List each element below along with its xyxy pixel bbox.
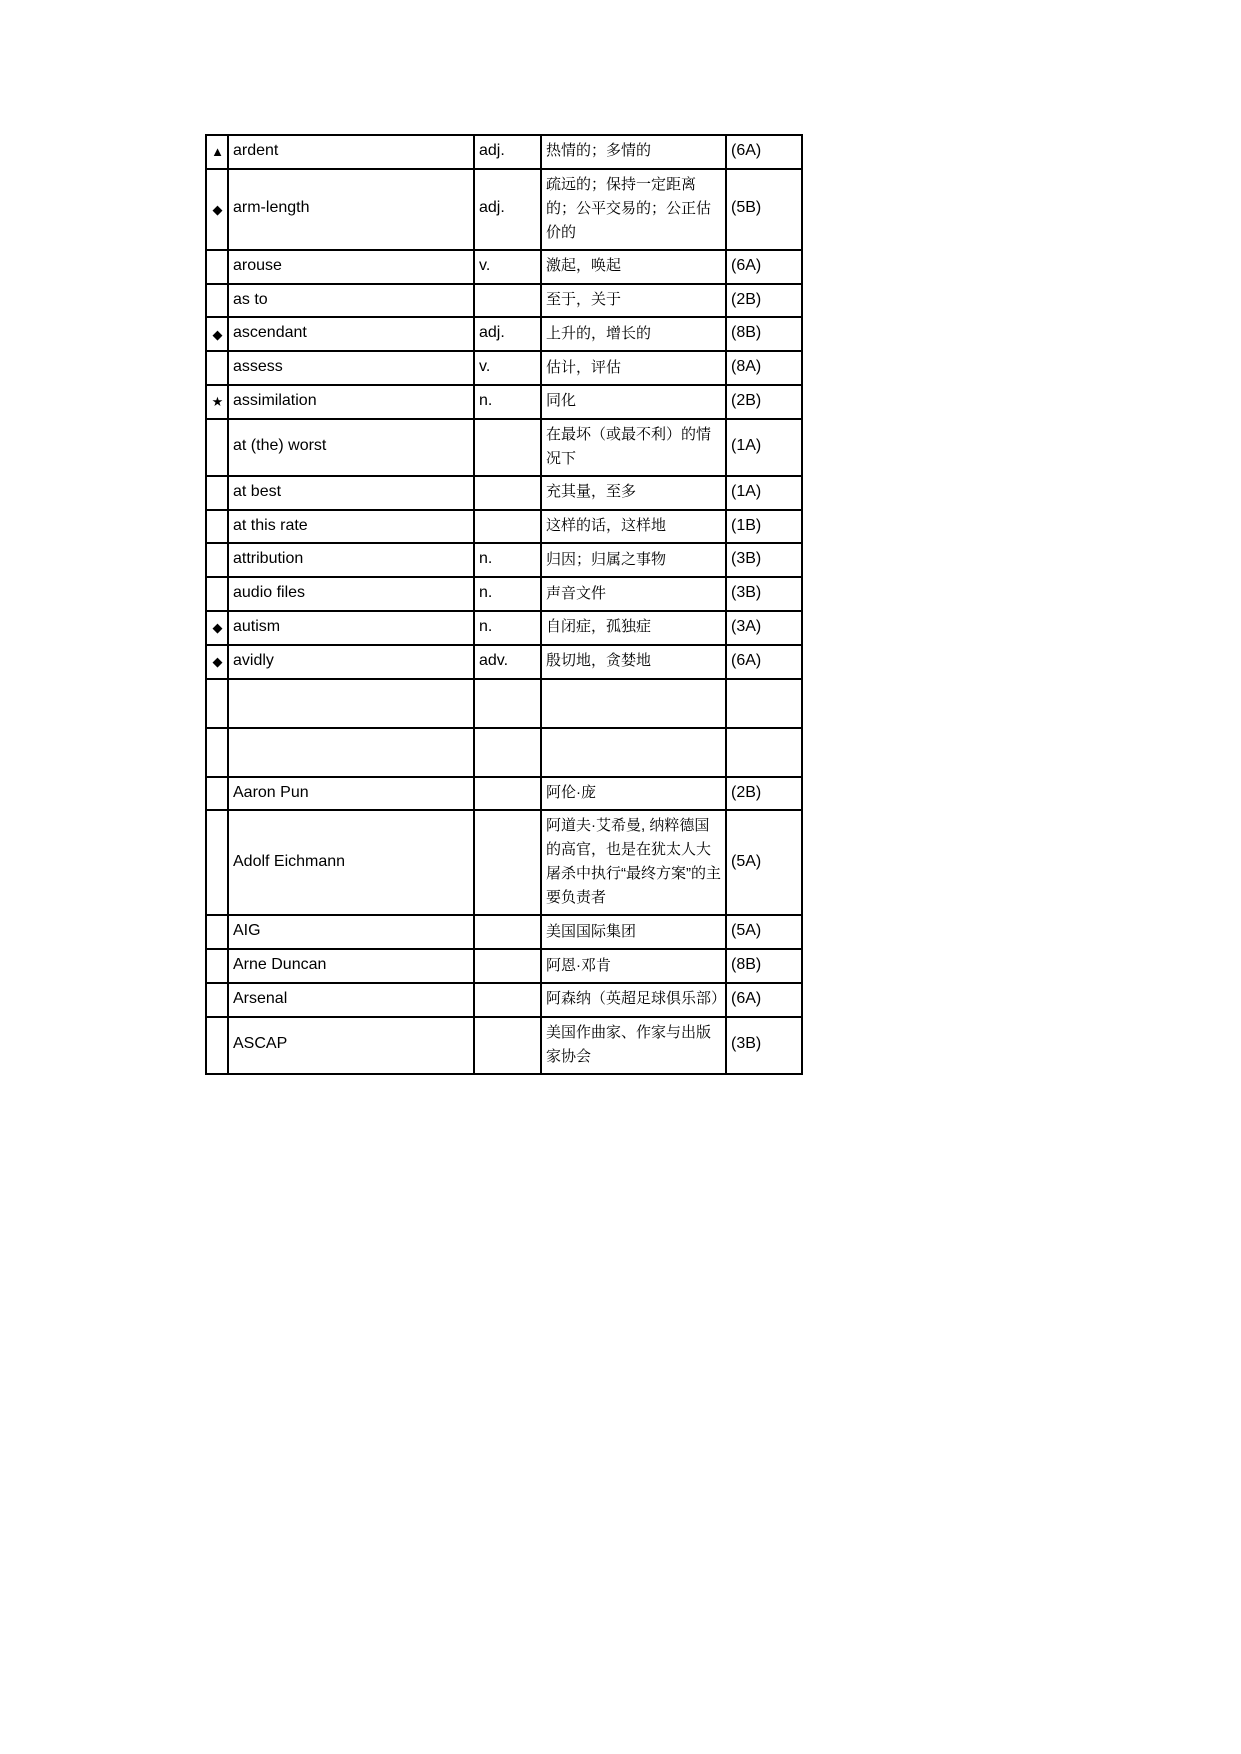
entry-pos [474, 810, 541, 915]
entry-mark [206, 543, 228, 577]
table-row [206, 284, 802, 318]
entry-mark [206, 949, 228, 983]
entry-definition [541, 679, 726, 728]
entry-pos: adv. [474, 645, 541, 679]
entry-word: ardent [228, 135, 474, 169]
entry-definition: 美国国际集团 [541, 915, 726, 949]
entry-word: arouse [228, 250, 474, 284]
table-row [206, 611, 802, 645]
entry-pos [474, 1017, 541, 1074]
entry-word [228, 679, 474, 728]
entry-pos: adj. [474, 317, 541, 351]
table-row [206, 949, 802, 983]
entry-word: attribution [228, 543, 474, 577]
entry-definition: 归因；归属之事物 [541, 543, 726, 577]
entry-reference: (2B) [726, 284, 802, 318]
entry-definition: 美国作曲家、作家与出版家协会 [541, 1017, 726, 1074]
entry-mark [206, 419, 228, 476]
diamond-marker-icon: ◆ [212, 326, 223, 342]
entry-pos [474, 983, 541, 1017]
entry-reference: (3B) [726, 1017, 802, 1074]
table-row [206, 810, 802, 915]
entry-definition [541, 728, 726, 777]
entry-mark [206, 169, 228, 250]
entry-pos [474, 915, 541, 949]
entry-definition: 激起，唤起 [541, 250, 726, 284]
entry-reference: (8B) [726, 949, 802, 983]
table-row [206, 577, 802, 611]
entry-pos [474, 728, 541, 777]
entry-word: Aaron Pun [228, 777, 474, 811]
entry-mark [206, 777, 228, 811]
entry-reference: (2B) [726, 777, 802, 811]
entry-definition: 声音文件 [541, 577, 726, 611]
entry-pos: v. [474, 250, 541, 284]
entry-word: Arne Duncan [228, 949, 474, 983]
entry-reference: (1A) [726, 419, 802, 476]
entry-mark [206, 135, 228, 169]
entry-definition: 至于，关于 [541, 284, 726, 318]
table-row [206, 317, 802, 351]
entry-definition: 在最坏（或最不利）的情况下 [541, 419, 726, 476]
table-row [206, 915, 802, 949]
entry-reference: (2B) [726, 385, 802, 419]
diamond-marker-icon: ◆ [212, 201, 223, 217]
entry-mark [206, 577, 228, 611]
table-row [206, 250, 802, 284]
entry-word: audio files [228, 577, 474, 611]
entry-reference: (1A) [726, 476, 802, 510]
entry-mark [206, 728, 228, 777]
entry-pos: n. [474, 611, 541, 645]
diamond-marker-icon: ◆ [212, 654, 223, 670]
entry-reference: (6A) [726, 645, 802, 679]
entry-definition: 充其量，至多 [541, 476, 726, 510]
entry-mark [206, 476, 228, 510]
entry-word: AIG [228, 915, 474, 949]
entry-reference: (3B) [726, 577, 802, 611]
table-row [206, 645, 802, 679]
vocabulary-table-body [206, 135, 802, 1074]
table-row [206, 983, 802, 1017]
entry-reference: (6A) [726, 250, 802, 284]
entry-definition: 自闭症，孤独症 [541, 611, 726, 645]
entry-word: Arsenal [228, 983, 474, 1017]
entry-reference: (8B) [726, 317, 802, 351]
entry-word: arm-length [228, 169, 474, 250]
entry-mark [206, 983, 228, 1017]
entry-mark [206, 611, 228, 645]
entry-pos: n. [474, 543, 541, 577]
entry-pos [474, 949, 541, 983]
entry-word: Adolf Eichmann [228, 810, 474, 915]
entry-pos [474, 476, 541, 510]
entry-reference: (5B) [726, 169, 802, 250]
entry-pos [474, 419, 541, 476]
entry-reference: (6A) [726, 135, 802, 169]
entry-reference: (3B) [726, 543, 802, 577]
entry-pos: adj. [474, 169, 541, 250]
entry-reference: (1B) [726, 510, 802, 544]
entry-mark [206, 250, 228, 284]
entry-pos [474, 284, 541, 318]
entry-pos [474, 679, 541, 728]
entry-mark [206, 679, 228, 728]
table-row [206, 777, 802, 811]
star-marker-icon: ★ [211, 394, 224, 410]
entry-mark [206, 915, 228, 949]
table-row [206, 351, 802, 385]
table-row [206, 728, 802, 777]
entry-definition: 这样的话，这样地 [541, 510, 726, 544]
entry-pos: adj. [474, 135, 541, 169]
entry-reference: (3A) [726, 611, 802, 645]
entry-reference: (5A) [726, 915, 802, 949]
entry-mark [206, 284, 228, 318]
entry-pos [474, 510, 541, 544]
entry-reference [726, 728, 802, 777]
table-row [206, 476, 802, 510]
table-row [206, 419, 802, 476]
entry-word: at (the) worst [228, 419, 474, 476]
triangle-marker-icon: ▲ [211, 144, 224, 160]
entry-reference: (6A) [726, 983, 802, 1017]
entry-reference: (5A) [726, 810, 802, 915]
entry-pos: n. [474, 577, 541, 611]
vocabulary-table [205, 134, 803, 1075]
entry-pos: n. [474, 385, 541, 419]
entry-definition: 阿森纳（英超足球俱乐部） [541, 983, 726, 1017]
entry-mark [206, 317, 228, 351]
entry-reference: (8A) [726, 351, 802, 385]
entry-word [228, 728, 474, 777]
entry-word: at best [228, 476, 474, 510]
entry-definition: 殷切地，贪婪地 [541, 645, 726, 679]
entry-mark [206, 351, 228, 385]
entry-word: ASCAP [228, 1017, 474, 1074]
entry-pos [474, 777, 541, 811]
entry-mark [206, 1017, 228, 1074]
entry-word: as to [228, 284, 474, 318]
entry-definition: 疏远的；保持一定距离的；公平交易的；公正估价的 [541, 169, 726, 250]
diamond-marker-icon: ◆ [212, 620, 223, 636]
entry-reference [726, 679, 802, 728]
entry-word: avidly [228, 645, 474, 679]
entry-definition: 估计，评估 [541, 351, 726, 385]
entry-mark [206, 645, 228, 679]
entry-word: at this rate [228, 510, 474, 544]
entry-word: assess [228, 351, 474, 385]
table-row [206, 385, 802, 419]
entry-definition: 阿道夫·艾希曼, 纳粹德国的高官，也是在犹太人大屠杀中执行“最终方案”的主要负责者 [541, 810, 726, 915]
table-row [206, 510, 802, 544]
entry-definition: 上升的，增长的 [541, 317, 726, 351]
table-row [206, 135, 802, 169]
entry-mark [206, 385, 228, 419]
entry-pos: v. [474, 351, 541, 385]
entry-definition: 阿伦·庞 [541, 777, 726, 811]
table-row [206, 679, 802, 728]
table-row [206, 1017, 802, 1074]
entry-word: autism [228, 611, 474, 645]
entry-definition: 热情的；多情的 [541, 135, 726, 169]
entry-word: ascendant [228, 317, 474, 351]
entry-word: assimilation [228, 385, 474, 419]
entry-mark [206, 810, 228, 915]
table-row [206, 543, 802, 577]
entry-definition: 同化 [541, 385, 726, 419]
table-row [206, 169, 802, 250]
entry-mark [206, 510, 228, 544]
entry-definition: 阿恩·邓肯 [541, 949, 726, 983]
